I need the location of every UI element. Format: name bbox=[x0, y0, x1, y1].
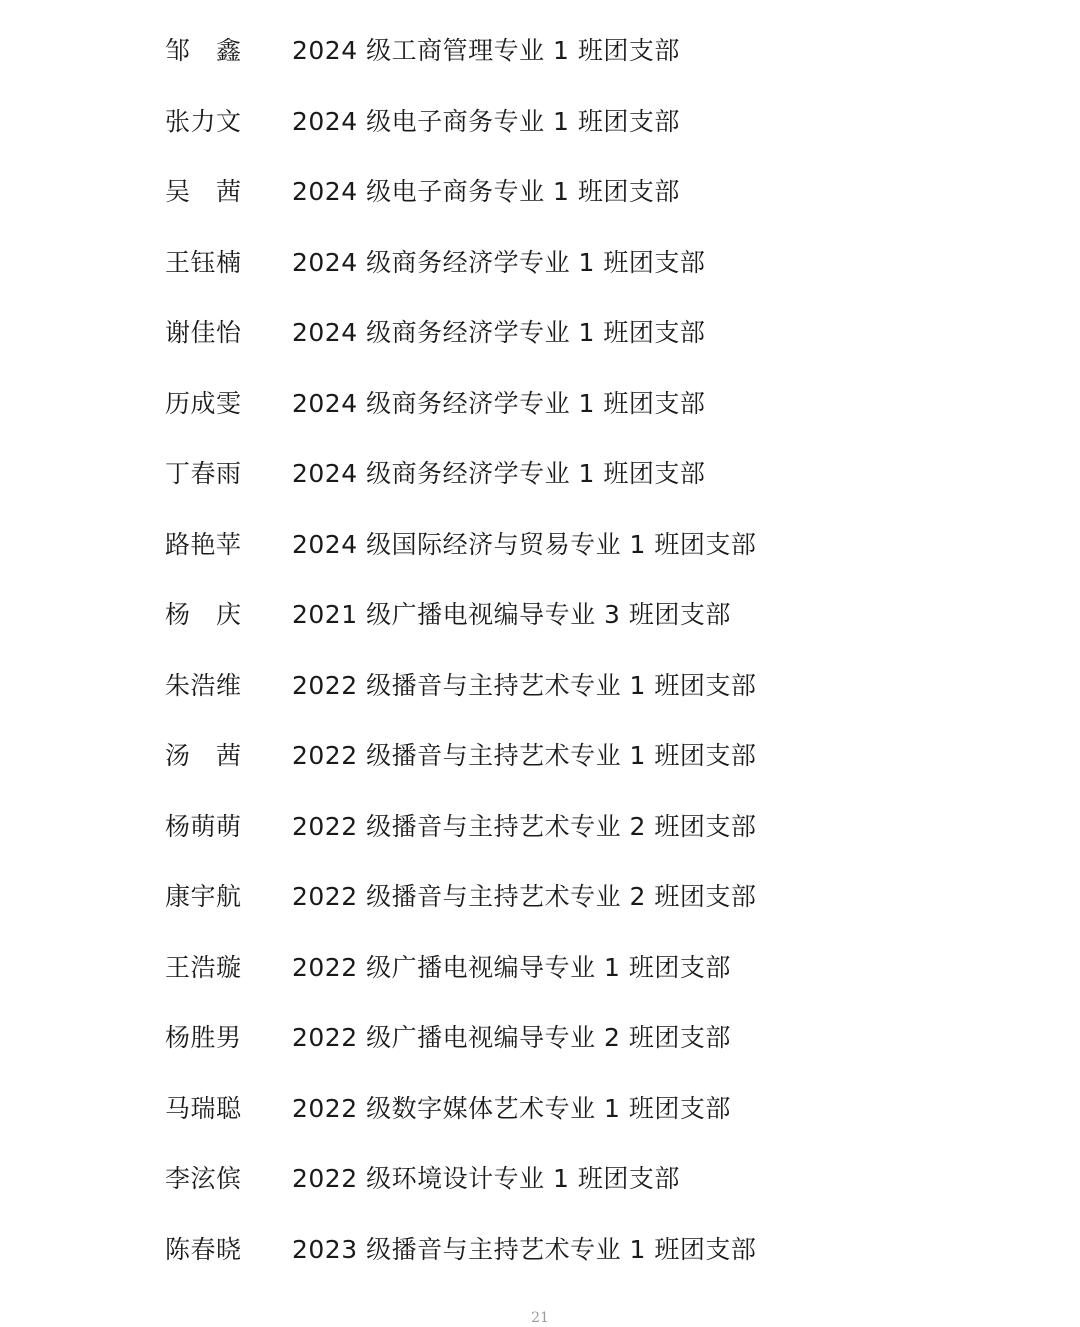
person-name: 康宇航 bbox=[165, 882, 242, 912]
list-item bbox=[0, 296, 1080, 367]
list-item bbox=[0, 649, 1080, 720]
person-name: 马瑞聪 bbox=[165, 1093, 242, 1123]
branch-unit: 2022 级广播电视编导专业 1 班团支部 bbox=[292, 952, 731, 982]
page-number: 21 bbox=[531, 1310, 549, 1326]
branch-unit: 2022 级播音与主持艺术专业 1 班团支部 bbox=[292, 670, 757, 700]
branch-unit: 2024 级电子商务专业 1 班团支部 bbox=[292, 106, 680, 136]
branch-unit: 2024 级商务经济学专业 1 班团支部 bbox=[292, 318, 706, 348]
person-name: 朱浩维 bbox=[165, 670, 242, 700]
person-name: 张力文 bbox=[165, 106, 242, 136]
name-list bbox=[0, 14, 1080, 1283]
list-item bbox=[0, 1072, 1080, 1143]
person-name: 杨萌萌 bbox=[165, 811, 242, 841]
person-name: 邹 鑫 bbox=[165, 36, 242, 66]
branch-unit: 2024 级工商管理专业 1 班团支部 bbox=[292, 36, 680, 66]
branch-unit: 2022 级数字媒体艺术专业 1 班团支部 bbox=[292, 1093, 731, 1123]
person-name: 王浩璇 bbox=[165, 952, 242, 982]
branch-unit: 2021 级广播电视编导专业 3 班团支部 bbox=[292, 600, 731, 630]
branch-unit: 2022 级播音与主持艺术专业 2 班团支部 bbox=[292, 811, 757, 841]
list-item bbox=[0, 1142, 1080, 1213]
list-item bbox=[0, 790, 1080, 861]
list-item bbox=[0, 226, 1080, 297]
branch-unit: 2024 级商务经济学专业 1 班团支部 bbox=[292, 459, 706, 489]
person-name: 丁春雨 bbox=[165, 459, 242, 489]
list-item bbox=[0, 508, 1080, 579]
branch-unit: 2022 级播音与主持艺术专业 2 班团支部 bbox=[292, 882, 757, 912]
branch-unit: 2022 级环境设计专业 1 班团支部 bbox=[292, 1164, 680, 1194]
person-name: 杨 庆 bbox=[165, 600, 242, 630]
branch-unit: 2022 级广播电视编导专业 2 班团支部 bbox=[292, 1023, 731, 1053]
list-item bbox=[0, 578, 1080, 649]
person-name: 谢佳怡 bbox=[165, 318, 242, 348]
person-name: 陈春晓 bbox=[165, 1234, 242, 1264]
list-item bbox=[0, 1213, 1080, 1284]
list-item bbox=[0, 367, 1080, 438]
person-name: 杨胜男 bbox=[165, 1023, 242, 1053]
branch-unit: 2024 级商务经济学专业 1 班团支部 bbox=[292, 247, 706, 277]
person-name: 李泫傧 bbox=[165, 1164, 242, 1194]
list-item bbox=[0, 860, 1080, 931]
branch-unit: 2022 级播音与主持艺术专业 1 班团支部 bbox=[292, 741, 757, 771]
person-name: 历成雯 bbox=[165, 388, 242, 418]
branch-unit: 2023 级播音与主持艺术专业 1 班团支部 bbox=[292, 1234, 757, 1264]
list-item bbox=[0, 931, 1080, 1002]
list-item bbox=[0, 1001, 1080, 1072]
person-name: 汤 茜 bbox=[165, 741, 242, 771]
list-item bbox=[0, 437, 1080, 508]
list-item bbox=[0, 155, 1080, 226]
person-name: 路艳苹 bbox=[165, 529, 242, 559]
branch-unit: 2024 级电子商务专业 1 班团支部 bbox=[292, 177, 680, 207]
list-item bbox=[0, 85, 1080, 156]
list-item bbox=[0, 719, 1080, 790]
list-item bbox=[0, 14, 1080, 85]
person-name: 吴 茜 bbox=[165, 177, 242, 207]
branch-unit: 2024 级商务经济学专业 1 班团支部 bbox=[292, 388, 706, 418]
branch-unit: 2024 级国际经济与贸易专业 1 班团支部 bbox=[292, 529, 757, 559]
person-name: 王钰楠 bbox=[165, 247, 242, 277]
